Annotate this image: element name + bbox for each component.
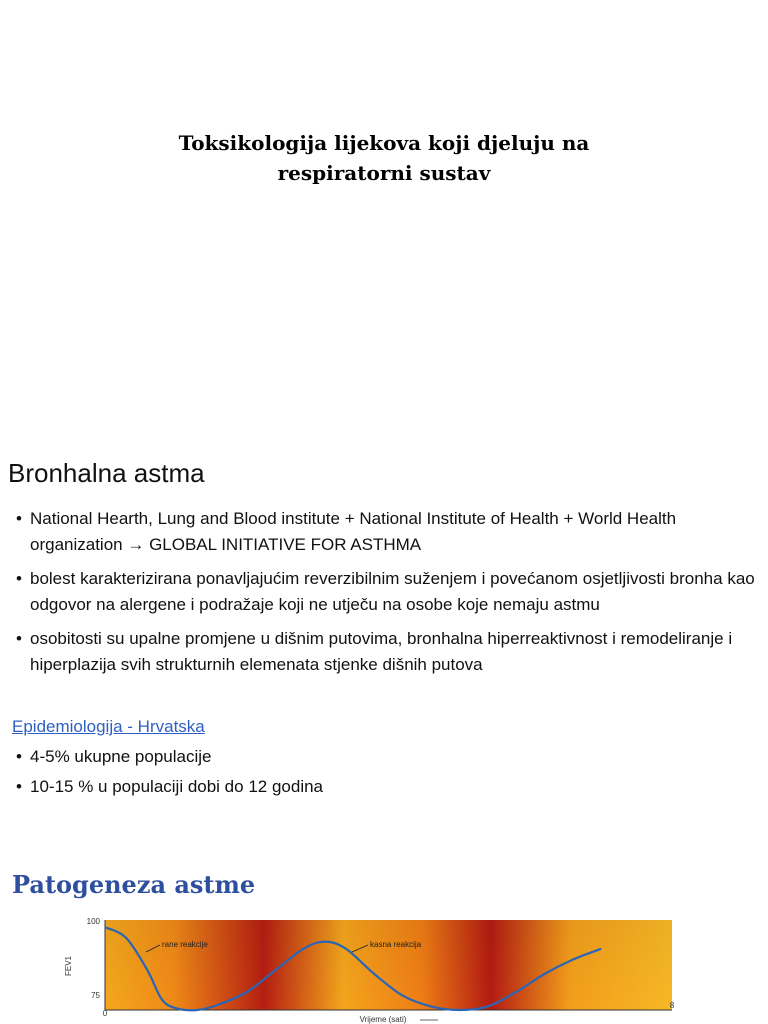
document-title [0, 128, 768, 188]
list-item: • bolest karakterizirana ponavljajućim reverzibilnim suženjem i povećanom osjetljivosti bronha kao odgovor na alergene i podražaje koji ne utječu na osobe koje nemaju astmu [16, 566, 761, 618]
pathogenesis-title: Patogeneza astme [12, 870, 256, 899]
section-heading: Bronhalna astma [8, 458, 205, 488]
list-item: • 10-15 % u populaciji dobi do 12 godina [16, 774, 761, 800]
chart-annotation: rane reakcije [162, 940, 208, 949]
y-axis-label: FEV1 [64, 955, 73, 977]
list-item: • 4-5% ukupne populacije [16, 744, 761, 770]
x-tick-label: 0 [102, 1009, 108, 1018]
y-tick-label: 100 [86, 917, 100, 926]
x-tick-label: 8 [669, 1001, 675, 1010]
epidemiology-list [16, 744, 761, 804]
list-item: • National Hearth, Lung and Blood institute + National Institute of Health + World Health organization → GLOBAL INITIATIVE FOR ASTHMA [16, 506, 761, 558]
title-line-1: Toksikologija lijekova koji djeluju na [178, 131, 590, 155]
x-axis-label: Vrijeme (sati) [359, 1015, 407, 1024]
chart-background-shade [105, 920, 672, 1010]
y-tick-label: 75 [91, 991, 100, 1000]
title-line-2: respiratorni sustav [277, 161, 491, 185]
fev1-chart [0, 910, 768, 1024]
chart-annotation: kasna reakcija [370, 940, 422, 949]
bullet-list [16, 506, 761, 686]
epidemiology-link[interactable]: Epidemiologija - Hrvatska [12, 717, 205, 736]
list-item: • osobitosti su upalne promjene u dišnim putovima, bronhalna hiperreaktivnost i remodeliranje i hiperplazija svih strukturnih elemenata stjenke dišnih putova [16, 626, 761, 678]
